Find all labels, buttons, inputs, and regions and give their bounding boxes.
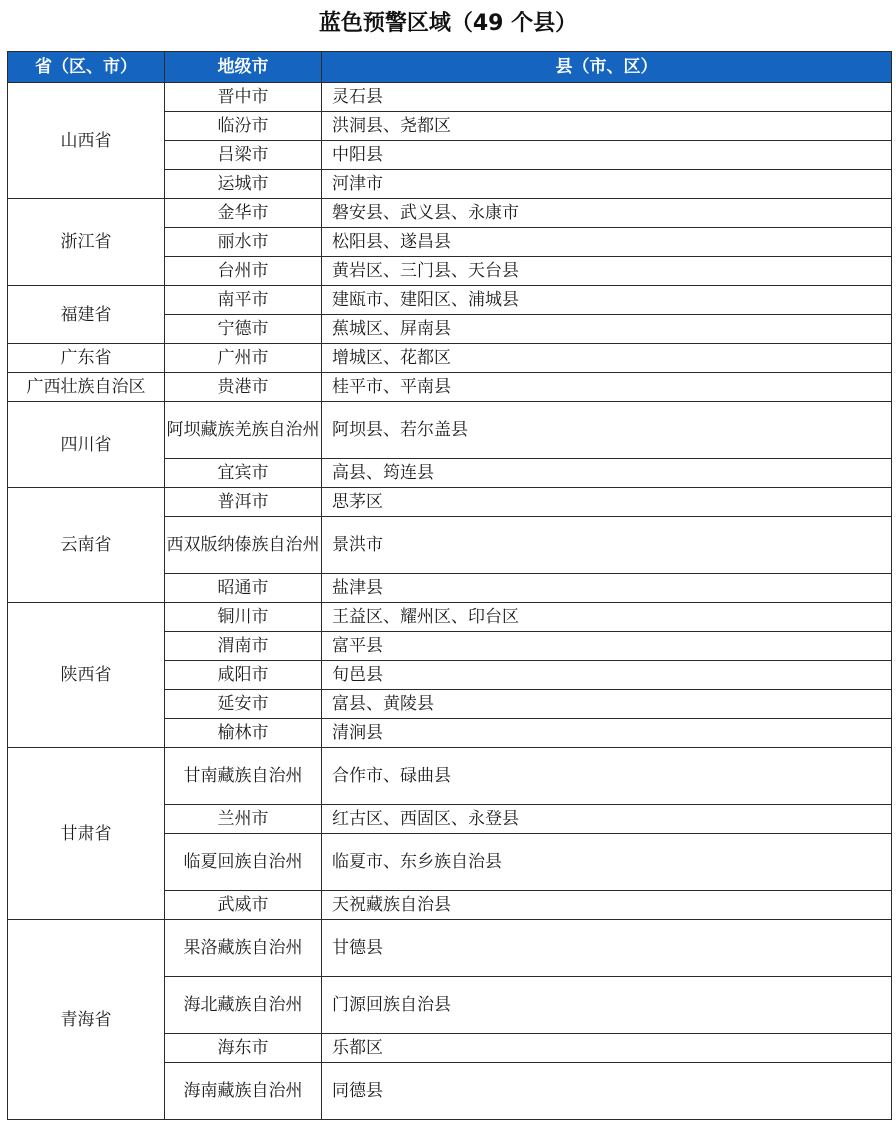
city-cell: 宁德市 <box>165 315 322 344</box>
table-row <box>8 83 892 112</box>
city-cell: 渭南市 <box>165 632 322 661</box>
table-row <box>8 488 892 517</box>
header-city: 地级市 <box>165 52 322 83</box>
table-row <box>8 402 892 459</box>
table-body <box>8 83 892 1120</box>
county-cell: 桂平市、平南县 <box>322 373 892 402</box>
county-cell: 合作市、碌曲县 <box>322 748 892 805</box>
county-cell: 建瓯市、建阳区、浦城县 <box>322 286 892 315</box>
table-row <box>8 603 892 632</box>
city-cell: 甘南藏族自治州 <box>165 748 322 805</box>
county-cell: 门源回族自治县 <box>322 977 892 1034</box>
city-cell: 咸阳市 <box>165 661 322 690</box>
county-cell: 旬邑县 <box>322 661 892 690</box>
county-cell: 蕉城区、屏南县 <box>322 315 892 344</box>
county-cell: 高县、筠连县 <box>322 459 892 488</box>
county-cell: 思茅区 <box>322 488 892 517</box>
city-cell: 兰州市 <box>165 805 322 834</box>
county-cell: 王益区、耀州区、印台区 <box>322 603 892 632</box>
header-county: 县（市、区） <box>322 52 892 83</box>
city-cell: 普洱市 <box>165 488 322 517</box>
table-header-row <box>8 52 892 83</box>
warning-region-table <box>7 51 892 1120</box>
city-cell: 海南藏族自治州 <box>165 1063 322 1120</box>
table-row <box>8 199 892 228</box>
city-cell: 临汾市 <box>165 112 322 141</box>
table-row <box>8 344 892 373</box>
city-cell: 台州市 <box>165 257 322 286</box>
province-cell: 云南省 <box>8 488 165 603</box>
table-row <box>8 373 892 402</box>
province-cell: 青海省 <box>8 920 165 1120</box>
county-cell: 乐都区 <box>322 1034 892 1063</box>
county-cell: 盐津县 <box>322 574 892 603</box>
county-cell: 临夏市、东乡族自治县 <box>322 834 892 891</box>
county-cell: 天祝藏族自治县 <box>322 891 892 920</box>
city-cell: 广州市 <box>165 344 322 373</box>
county-cell: 红古区、西固区、永登县 <box>322 805 892 834</box>
province-cell: 四川省 <box>8 402 165 488</box>
county-cell: 灵石县 <box>322 83 892 112</box>
city-cell: 金华市 <box>165 199 322 228</box>
table-row <box>8 286 892 315</box>
province-cell: 福建省 <box>8 286 165 344</box>
county-cell: 松阳县、遂昌县 <box>322 228 892 257</box>
header-province: 省（区、市） <box>8 52 165 83</box>
county-cell: 黄岩区、三门县、天台县 <box>322 257 892 286</box>
city-cell: 武威市 <box>165 891 322 920</box>
province-cell: 浙江省 <box>8 199 165 286</box>
province-cell: 广西壮族自治区 <box>8 373 165 402</box>
county-cell: 甘德县 <box>322 920 892 977</box>
province-cell: 广东省 <box>8 344 165 373</box>
city-cell: 昭通市 <box>165 574 322 603</box>
city-cell: 丽水市 <box>165 228 322 257</box>
city-cell: 贵港市 <box>165 373 322 402</box>
table-row <box>8 748 892 805</box>
city-cell: 阿坝藏族羌族自治州 <box>165 402 322 459</box>
page-title: 蓝色预警区域（49 个县） <box>318 11 578 36</box>
county-cell: 景洪市 <box>322 517 892 574</box>
county-cell: 清涧县 <box>322 719 892 748</box>
county-cell: 富平县 <box>322 632 892 661</box>
county-cell: 富县、黄陵县 <box>322 690 892 719</box>
city-cell: 延安市 <box>165 690 322 719</box>
city-cell: 铜川市 <box>165 603 322 632</box>
city-cell: 宜宾市 <box>165 459 322 488</box>
city-cell: 运城市 <box>165 170 322 199</box>
table-row <box>8 920 892 977</box>
city-cell: 吕梁市 <box>165 141 322 170</box>
city-cell: 晋中市 <box>165 83 322 112</box>
county-cell: 中阳县 <box>322 141 892 170</box>
county-cell: 河津市 <box>322 170 892 199</box>
county-cell: 增城区、花都区 <box>322 344 892 373</box>
city-cell: 海东市 <box>165 1034 322 1063</box>
county-cell: 磐安县、武义县、永康市 <box>322 199 892 228</box>
county-cell: 同德县 <box>322 1063 892 1120</box>
province-cell: 甘肃省 <box>8 748 165 920</box>
city-cell: 榆林市 <box>165 719 322 748</box>
city-cell: 果洛藏族自治州 <box>165 920 322 977</box>
province-cell: 陕西省 <box>8 603 165 748</box>
county-cell: 阿坝县、若尔盖县 <box>322 402 892 459</box>
county-cell: 洪洞县、尧都区 <box>322 112 892 141</box>
city-cell: 南平市 <box>165 286 322 315</box>
city-cell: 西双版纳傣族自治州 <box>165 517 322 574</box>
city-cell: 海北藏族自治州 <box>165 977 322 1034</box>
city-cell: 临夏回族自治州 <box>165 834 322 891</box>
province-cell: 山西省 <box>8 83 165 199</box>
